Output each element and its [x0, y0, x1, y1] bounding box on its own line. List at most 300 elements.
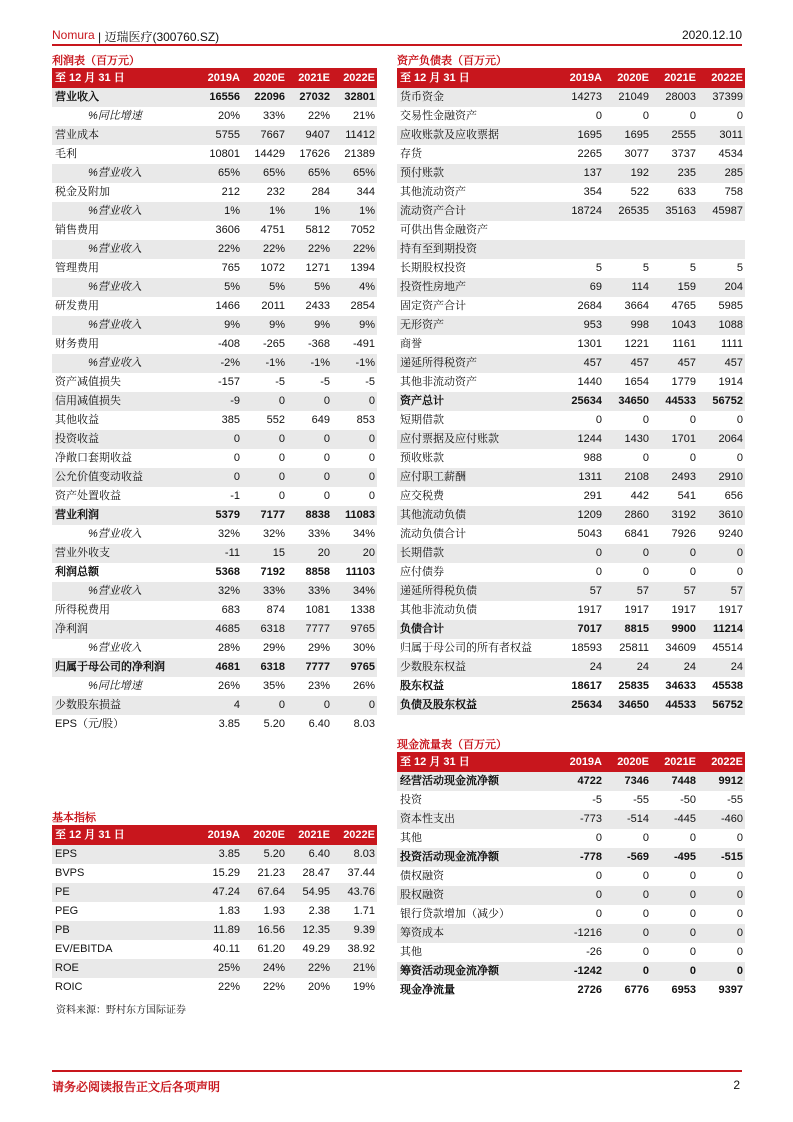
table-row: [52, 959, 377, 978]
column-header-year: 2020E: [604, 753, 651, 772]
table-row: [397, 696, 745, 715]
row-value: 457: [698, 354, 745, 373]
table-row: [52, 221, 377, 240]
table-row: [52, 639, 377, 658]
row-value: 3737: [671, 148, 696, 160]
basic-metrics-header-row: [52, 826, 377, 845]
column-header-label: 至 12 月 31 日: [52, 69, 197, 88]
row-value: 11083: [332, 506, 377, 525]
row-value: -1216: [557, 924, 604, 943]
row-value: 1695: [557, 126, 604, 145]
row-label: 其他非流动资产: [400, 376, 477, 388]
row-value: 0: [689, 414, 696, 426]
row-value: 18617: [571, 680, 602, 692]
row-label: EPS（元/股）: [55, 718, 125, 730]
row-value: 0: [698, 886, 745, 905]
income-statement-table: [52, 69, 377, 734]
table-row: [397, 791, 745, 810]
table-row: [397, 354, 745, 373]
column-header-year: 2022E: [332, 826, 377, 845]
row-value: 0: [278, 490, 285, 502]
row-value: 16556: [197, 88, 242, 107]
table-row: [397, 126, 745, 145]
row-value: 18724: [557, 202, 604, 221]
row-value: 2910: [698, 468, 745, 487]
table-row: [397, 468, 745, 487]
table-row: [52, 449, 377, 468]
table-row: [52, 563, 377, 582]
row-label: 投资: [400, 794, 422, 806]
row-value: 33%: [262, 110, 285, 122]
row-value: 56752: [698, 392, 745, 411]
row-value: 8815: [604, 620, 651, 639]
table-row: [52, 978, 377, 997]
table-row: [397, 392, 745, 411]
row-value: 23%: [307, 680, 330, 692]
row-value: 0: [604, 886, 651, 905]
row-value: -515: [698, 848, 745, 867]
row-label: 银行贷款增加（减少）: [400, 908, 510, 920]
row-value: 0: [689, 566, 696, 578]
row-value: 20: [332, 544, 377, 563]
row-value: 35163: [651, 202, 698, 221]
row-value: 1111: [720, 338, 743, 350]
row-value: 6776: [624, 984, 649, 996]
column-header-year: 2021E: [287, 826, 332, 845]
row-label: 递延所得税资产: [397, 354, 557, 373]
row-label: PE: [52, 883, 197, 902]
row-value: 4722: [557, 772, 604, 791]
row-value: 0: [332, 392, 377, 411]
row-value: 7777: [287, 658, 332, 677]
column-header-year: 2021E: [651, 69, 698, 88]
row-value: 0: [642, 832, 649, 844]
row-value: 7777: [287, 620, 332, 639]
row-value: 3011: [698, 126, 745, 145]
table-row: [52, 107, 377, 126]
row-label: 利润总额: [55, 566, 99, 578]
column-header-year: 2022E: [332, 69, 377, 88]
table-row: [397, 943, 745, 962]
row-value: 1338: [350, 604, 375, 616]
row-value: 1.71: [353, 905, 375, 917]
row-value: 5%: [287, 278, 332, 297]
row-label: 应付职工薪酬: [397, 468, 557, 487]
row-value: 0: [642, 946, 649, 958]
row-value: 649: [311, 414, 330, 426]
table-row: [397, 677, 745, 696]
row-value: 22%: [287, 959, 332, 978]
row-value: 21049: [604, 88, 651, 107]
row-value: -55: [633, 794, 649, 806]
table-row: [397, 316, 745, 335]
row-value: 22%: [262, 981, 285, 993]
disclaimer-note: 请务必阅读报告正文后各项声明: [52, 1080, 221, 1094]
table-row: [397, 259, 745, 278]
row-label: 筹资活动现金流净额: [397, 962, 557, 981]
balance-sheet-table: [397, 69, 745, 715]
row-value: 2011: [261, 300, 285, 312]
table-row: [397, 449, 745, 468]
row-value: 0: [689, 870, 696, 882]
row-label: %同比增速: [88, 110, 142, 122]
row-label: 资产总计: [397, 392, 557, 411]
row-value: 457: [604, 354, 651, 373]
row-value: 37.44: [347, 867, 375, 879]
income-statement-title: 利润表（百万元）: [52, 52, 377, 69]
row-value: 0: [736, 566, 743, 578]
table-row: [52, 430, 377, 449]
row-value: 4765: [671, 300, 696, 312]
row-value: 0: [642, 452, 649, 464]
table-row: [397, 658, 745, 677]
row-value: 4%: [332, 278, 377, 297]
row-value: 0: [557, 544, 604, 563]
row-value: 6.40: [308, 718, 330, 730]
row-value: 1654: [624, 376, 649, 388]
row-value: 29%: [262, 642, 285, 654]
row-value: 5%: [197, 278, 242, 297]
row-value: 22%: [217, 981, 240, 993]
row-value: 1161: [672, 338, 696, 350]
table-row: [397, 430, 745, 449]
table-row: [52, 354, 377, 373]
column-header-year: 2022E: [698, 753, 745, 772]
row-label: 税金及附加: [55, 186, 110, 198]
row-label: 流动负债合计: [400, 528, 466, 540]
row-value: 0: [242, 392, 287, 411]
table-row: [397, 772, 745, 791]
row-value: 43.76: [332, 883, 377, 902]
row-label: %营业收入: [88, 642, 142, 654]
row-label: 应收账款及应收票据: [397, 126, 557, 145]
row-value: [557, 240, 604, 259]
row-value: 30%: [352, 642, 375, 654]
row-value: 552: [266, 414, 285, 426]
row-value: 204: [698, 278, 745, 297]
row-value: 34650: [604, 696, 651, 715]
row-value: 15.29: [212, 867, 240, 879]
row-value: 1779: [671, 376, 696, 388]
row-label: %营业收入: [52, 240, 197, 259]
row-value: -368: [307, 338, 330, 350]
row-value: 21%: [332, 959, 377, 978]
row-value: 32%: [197, 582, 242, 601]
row-value: 457: [557, 354, 604, 373]
row-value: -2%: [197, 354, 242, 373]
row-value: 442: [630, 490, 649, 502]
row-value: -491: [352, 338, 375, 350]
row-value: 5985: [718, 300, 743, 312]
row-value: 8838: [287, 506, 332, 525]
brand-logo: Nomura: [52, 28, 95, 42]
column-header-year: 2019A: [557, 69, 604, 88]
row-value: 25%: [197, 959, 242, 978]
row-value: 0: [651, 886, 698, 905]
row-label: 应付票据及应付账款: [397, 430, 557, 449]
row-value: 0: [651, 924, 698, 943]
row-value: 192: [604, 164, 651, 183]
row-value: 0: [689, 110, 696, 122]
row-value: 2064: [698, 430, 745, 449]
table-row: [397, 183, 745, 202]
cash-flow-title: 现金流量表（百万元）: [397, 736, 745, 753]
row-label: 筹资成本: [397, 924, 557, 943]
balance-sheet-header-row: [397, 69, 745, 88]
row-label: 商誉: [400, 338, 422, 350]
page-footer: [52, 1070, 742, 1094]
row-label: 毛利: [55, 148, 77, 160]
row-value: [557, 221, 604, 240]
row-value: 1.93: [263, 905, 285, 917]
row-value: 285: [698, 164, 745, 183]
row-label: 债权融资: [400, 870, 444, 882]
row-value: 28.47: [302, 867, 330, 879]
table-row: [397, 620, 745, 639]
row-value: 114: [604, 278, 651, 297]
row-value: 11.89: [197, 921, 242, 940]
row-value: 0: [642, 908, 649, 920]
table-row: [52, 88, 377, 107]
row-value: 45987: [698, 202, 745, 221]
row-value: 0: [557, 886, 604, 905]
row-value: 1430: [604, 430, 651, 449]
row-value: 1209: [557, 506, 604, 525]
row-value: 4751: [260, 224, 285, 236]
row-label: 可供出售金融资产: [400, 224, 488, 236]
row-value: 6.40: [287, 845, 332, 864]
row-label: PB: [52, 921, 197, 940]
row-value: 49.29: [302, 943, 330, 955]
row-label: 资产减值损失: [55, 376, 121, 388]
row-label: 归属于母公司的所有者权益: [400, 642, 532, 654]
row-value: 9%: [332, 316, 377, 335]
table-row: [52, 677, 377, 696]
row-value: -1242: [557, 962, 604, 981]
row-label: 净利润: [52, 620, 197, 639]
table-row: [52, 902, 377, 921]
row-label: 营业外收支: [52, 544, 197, 563]
table-row: [397, 506, 745, 525]
column-header-year: 2019A: [197, 826, 242, 845]
table-row: [52, 297, 377, 316]
row-label: %营业收入: [52, 316, 197, 335]
row-value: 11214: [698, 620, 745, 639]
row-value: 0: [651, 962, 698, 981]
row-value: -495: [651, 848, 698, 867]
row-value: 9765: [332, 658, 377, 677]
row-value: 2555: [651, 126, 698, 145]
row-label: 应交税费: [400, 490, 444, 502]
row-value: 28%: [217, 642, 240, 654]
row-value: 19%: [352, 981, 375, 993]
row-value: 61.20: [257, 943, 285, 955]
data-source-note: 资料来源：野村东方国际证券: [56, 1005, 186, 1016]
basic-metrics-title: 基本指标: [52, 809, 377, 826]
row-value: 5: [736, 262, 743, 274]
row-value: 1917: [624, 604, 649, 616]
table-row: [397, 221, 745, 240]
row-value: 1394: [350, 262, 375, 274]
column-header-year: 2020E: [242, 69, 287, 88]
row-value: 1043: [651, 316, 698, 335]
row-value: [698, 240, 745, 259]
row-value: -265: [262, 338, 285, 350]
table-row: [52, 373, 377, 392]
row-value: -773: [557, 810, 604, 829]
row-value: 9.39: [332, 921, 377, 940]
row-value: -5: [365, 376, 375, 388]
row-label: 投资活动现金流净额: [397, 848, 557, 867]
row-value: 21389: [344, 148, 375, 160]
table-row: [397, 924, 745, 943]
row-value: [651, 240, 698, 259]
row-value: 0: [595, 110, 602, 122]
row-value: 5043: [577, 528, 602, 540]
row-value: 9900: [651, 620, 698, 639]
row-value: 9%: [287, 316, 332, 335]
table-row: [52, 202, 377, 221]
row-value: 34%: [332, 582, 377, 601]
row-value: 0: [642, 566, 649, 578]
row-value: 6953: [671, 984, 696, 996]
row-value: 0: [604, 962, 651, 981]
row-value: 2726: [577, 984, 602, 996]
row-value: 4: [197, 696, 242, 715]
row-value: 0: [332, 430, 377, 449]
row-label: 固定资产合计: [400, 300, 466, 312]
row-value: 1%: [287, 202, 332, 221]
table-row: [397, 563, 745, 582]
row-value: 24: [651, 658, 698, 677]
row-value: [698, 221, 745, 240]
row-value: 25634: [557, 392, 604, 411]
row-value: 20%: [307, 981, 330, 993]
row-label: 其他流动负债: [397, 506, 557, 525]
cash-flow-header-row: [397, 753, 745, 772]
row-value: 4681: [197, 658, 242, 677]
row-label: 管理费用: [55, 262, 99, 274]
row-label: 信用减值损失: [52, 392, 197, 411]
row-value: 7052: [350, 224, 375, 236]
row-value: -1%: [287, 354, 332, 373]
row-label: 所得税费用: [55, 604, 110, 616]
row-label: 预付账款: [397, 164, 557, 183]
row-value: 57: [698, 582, 745, 601]
row-value: 354: [583, 186, 602, 198]
row-value: 0: [197, 468, 242, 487]
row-value: 0: [287, 468, 332, 487]
table-row: [52, 582, 377, 601]
row-value: 2265: [577, 148, 602, 160]
row-value: 683: [221, 604, 240, 616]
table-row: [52, 468, 377, 487]
row-value: 0: [736, 832, 743, 844]
row-value: 35%: [262, 680, 285, 692]
row-value: -5: [320, 376, 330, 388]
row-value: 0: [736, 452, 743, 464]
row-value: -1%: [242, 354, 287, 373]
table-row: [397, 335, 745, 354]
row-value: 33%: [242, 582, 287, 601]
column-header-label: 至 12 月 31 日: [397, 753, 557, 772]
row-value: 853: [356, 414, 375, 426]
row-value: 3606: [215, 224, 240, 236]
column-header-year: 2022E: [698, 69, 745, 88]
row-value: 26%: [217, 680, 240, 692]
row-value: 656: [724, 490, 743, 502]
row-label: 其他收益: [55, 414, 99, 426]
row-value: 1301: [577, 338, 602, 350]
row-label: 现金净流量: [400, 984, 455, 996]
page-number: 2: [733, 1078, 740, 1092]
cash-flow-table: [397, 753, 745, 1000]
table-row: [52, 620, 377, 639]
row-value: 5: [642, 262, 649, 274]
row-value: 7177: [242, 506, 287, 525]
row-value: 1%: [197, 202, 242, 221]
balance-sheet-title: 资产负债表（百万元）: [397, 52, 745, 69]
row-value: 1.83: [218, 905, 240, 917]
row-value: 0: [698, 924, 745, 943]
row-value: 9%: [242, 316, 287, 335]
row-label: 其他: [400, 832, 422, 844]
row-value: -569: [604, 848, 651, 867]
row-value: 1088: [698, 316, 745, 335]
row-value: 1072: [260, 262, 285, 274]
row-value: 2860: [604, 506, 651, 525]
row-label: 货币资金: [397, 88, 557, 107]
row-value: 765: [221, 262, 240, 274]
row-label: 长期股权投资: [400, 262, 466, 274]
row-value: 0: [595, 566, 602, 578]
table-row: [52, 601, 377, 620]
row-value: -778: [557, 848, 604, 867]
row-label: 长期借款: [397, 544, 557, 563]
row-value: 5368: [215, 566, 240, 578]
row-value: 34609: [665, 642, 696, 654]
row-label: ROE: [52, 959, 197, 978]
row-value: 0: [197, 430, 242, 449]
row-value: 34%: [352, 528, 375, 540]
table-row: [397, 525, 745, 544]
row-value: 0: [287, 430, 332, 449]
table-row: [52, 525, 377, 544]
row-value: 0: [595, 414, 602, 426]
row-label: 经营活动现金流净额: [397, 772, 557, 791]
row-value: 159: [651, 278, 698, 297]
row-label: 营业成本: [52, 126, 197, 145]
row-value: 0: [642, 110, 649, 122]
row-value: 14273: [557, 88, 604, 107]
row-value: 24: [604, 658, 651, 677]
row-value: 0: [323, 452, 330, 464]
row-value: 1%: [242, 202, 287, 221]
table-row: [52, 278, 377, 297]
row-value: 8858: [305, 566, 330, 578]
row-value: -460: [698, 810, 745, 829]
row-value: 0: [595, 908, 602, 920]
table-row: [52, 864, 377, 883]
report-title: | 迈瑞医疗(300760.SZ): [98, 30, 220, 44]
row-label: 资产处置收益: [55, 490, 121, 502]
report-date: 2020.12.10: [681, 28, 742, 42]
column-header-year: 2019A: [557, 753, 604, 772]
row-value: 5%: [242, 278, 287, 297]
basic-metrics-table: [52, 826, 377, 997]
row-value: 0: [287, 696, 332, 715]
row-label: 预收账款: [400, 452, 444, 464]
